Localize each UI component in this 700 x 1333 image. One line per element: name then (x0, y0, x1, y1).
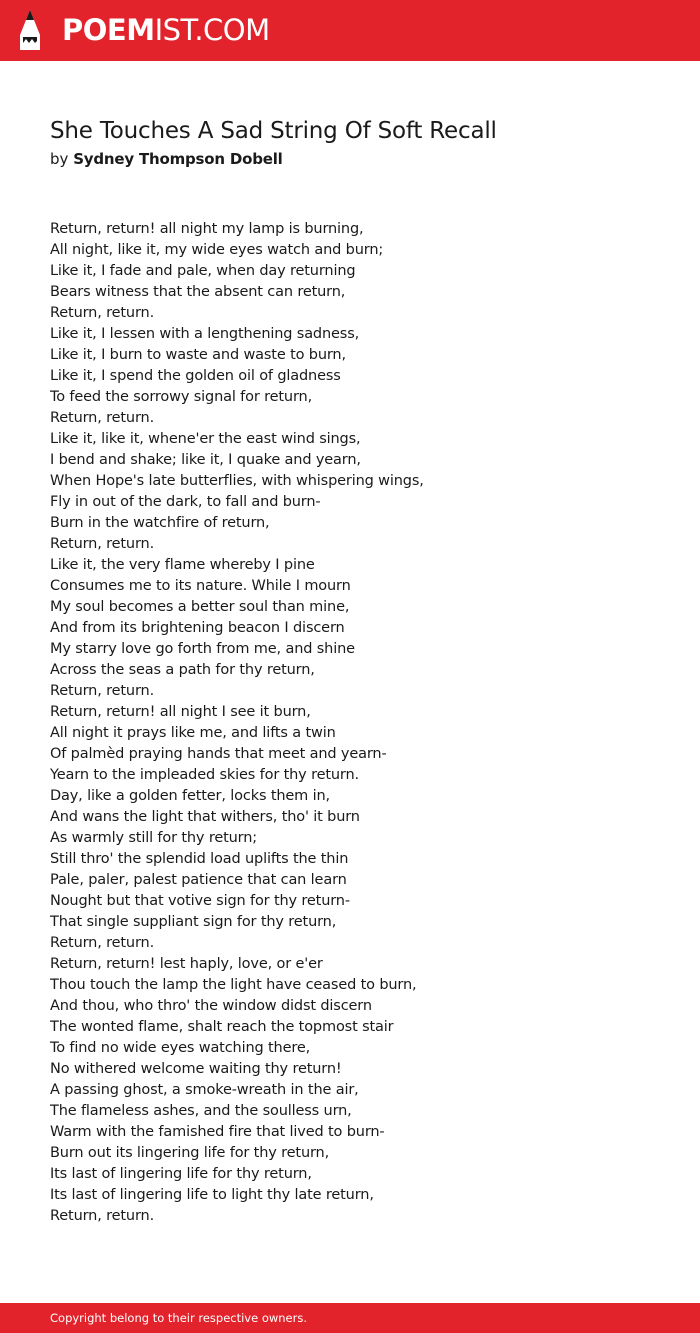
poem-line: When Hope's late butterflies, with whispering wings, (50, 473, 424, 489)
poem-line: Bears witness that the absent can return, (50, 284, 346, 300)
poem-line: To feed the sorrowy signal for return, (50, 389, 313, 405)
poem-title: She Touches A Sad String Of Soft Recall (50, 118, 497, 144)
poem-body (50, 219, 670, 1227)
poem-line: Return, return! all night I see it burn, (50, 704, 311, 720)
poem-line: My soul becomes a better soul than mine, (50, 599, 350, 615)
poem-line: And thou, who thro' the window didst discern (50, 998, 372, 1014)
poem-line: Across the seas a path for thy return, (50, 662, 315, 678)
poem-line: Return, return. (50, 536, 155, 552)
poem-line: Burn out its lingering life for thy return, (50, 1145, 330, 1161)
brand-name-light: IST.COM (154, 13, 270, 47)
copyright-notice: Copyright belong to their respective owners. (50, 1311, 308, 1325)
poem-line: Consumes me to its nature. While I mourn (50, 578, 351, 594)
poem-line: A passing ghost, a smoke-wreath in the air, (50, 1082, 359, 1098)
poem-line: Return, return. (50, 935, 155, 951)
poem-line: Return, return. (50, 683, 155, 699)
poem-author: Sydney Thompson Dobell (73, 150, 283, 168)
poem-line: Pale, paler, palest patience that can learn (50, 872, 347, 888)
poem-line: Like it, like it, whene'er the east wind sings, (50, 431, 361, 447)
poem-line: I bend and shake; like it, I quake and yearn, (50, 452, 361, 468)
poem-byline (50, 149, 283, 169)
poem-line: That single suppliant sign for thy return, (50, 914, 337, 930)
poem-line: Return, return! all night my lamp is burning, (50, 221, 364, 237)
brand-name-bold: POEM (62, 13, 155, 47)
poem-line: My starry love go forth from me, and shine (50, 641, 355, 657)
poem-line: Like it, I fade and pale, when day returning (50, 263, 356, 279)
poem-line: And wans the light that withers, tho' it burn (50, 809, 360, 825)
poem-line: Like it, I spend the golden oil of gladness (50, 368, 341, 384)
poem-line: Like it, I lessen with a lengthening sadness, (50, 326, 360, 342)
site-logo-link[interactable] (62, 12, 270, 48)
poem-line: As warmly still for thy return; (50, 830, 257, 846)
by-label: by (50, 150, 69, 168)
poem-line: Fly in out of the dark, to fall and burn- (50, 494, 321, 510)
poem-line: All night, like it, my wide eyes watch and burn; (50, 242, 384, 258)
poem-line: Return, return. (50, 1208, 155, 1224)
poem-line: Return, return. (50, 410, 155, 426)
poem-line: The wonted flame, shalt reach the topmost stair (50, 1019, 394, 1035)
poem-line: Burn in the watchfire of return, (50, 515, 270, 531)
poem-line: No withered welcome waiting thy return! (50, 1061, 342, 1077)
poem-line: Still thro' the splendid load uplifts the thin (50, 851, 349, 867)
poem-line: Like it, the very flame whereby I pine (50, 557, 315, 573)
poem-line: Warm with the famished fire that lived to burn- (50, 1124, 385, 1140)
poem-line: Return, return. (50, 305, 155, 321)
poem-line: Yearn to the impleaded skies for thy return. (50, 767, 359, 783)
poem-line: Like it, I burn to waste and waste to burn, (50, 347, 346, 363)
poem-line: Its last of lingering life for thy return, (50, 1166, 312, 1182)
pencil-tip-icon[interactable] (17, 9, 43, 51)
site-footer (0, 1303, 700, 1333)
poem-line: All night it prays like me, and lifts a twin (50, 725, 336, 741)
poem-line: And from its brightening beacon I discern (50, 620, 345, 636)
poem-line: To find no wide eyes watching there, (50, 1040, 311, 1056)
poem-line: Nought but that votive sign for thy return- (50, 893, 350, 909)
poem-line: Return, return! lest haply, love, or e'er (50, 956, 323, 972)
poem-line: Thou touch the lamp the light have ceased to burn, (50, 977, 417, 993)
poem-line: Of palmèd praying hands that meet and yearn- (50, 746, 387, 762)
poem-line: Day, like a golden fetter, locks them in, (50, 788, 330, 804)
site-header (0, 0, 700, 61)
poem-line: Its last of lingering life to light thy late return, (50, 1187, 374, 1203)
poem-line: The flameless ashes, and the soulless urn, (50, 1103, 352, 1119)
